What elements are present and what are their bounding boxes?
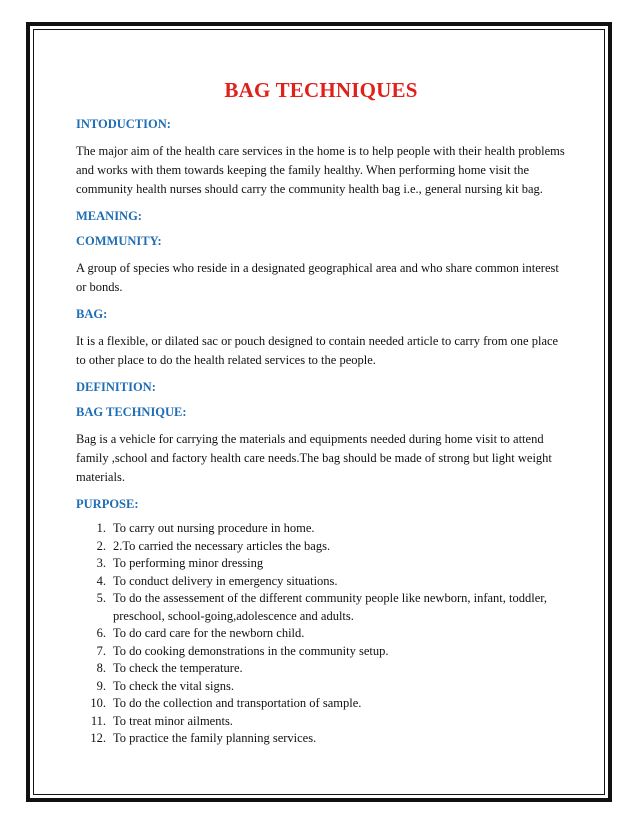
introduction-text: The major aim of the health care services in the home is to help people with their health problems and works with them towards keeping the family healthy. When performing home visit the community health nurses should carry the community health bag i.e., general nursing kit bag.	[76, 144, 565, 196]
list-item-number: 5.	[96, 591, 106, 605]
list-item-number: 4.	[96, 573, 106, 588]
list-item-text: To performing minor dressing	[113, 556, 264, 570]
list-item	[76, 573, 566, 591]
list-item-number: 1.	[96, 521, 106, 535]
list-item	[76, 590, 566, 625]
list-item	[76, 730, 566, 748]
list-item-text: To treat minor ailments.	[113, 713, 233, 728]
list-item-number: 7.	[96, 643, 106, 658]
list-item-text: To do the assessement of the different community people like newborn, infant, toddler, preschool, school-going,adolescence and adults.	[113, 591, 548, 623]
list-item-text: To do card care for the newborn child.	[113, 626, 305, 640]
list-item-text: To check the temperature.	[113, 661, 243, 675]
bag-text: It is a flexible, or dilated sac or pouch designed to contain needed article to carry from one place to other place to do the health related services to the people.	[76, 334, 559, 367]
list-item-number: 12.	[90, 731, 106, 745]
purpose-heading: PURPOSE:	[76, 497, 139, 511]
list-item-number: 11.	[90, 713, 106, 728]
list-item	[76, 538, 566, 556]
definition-heading: DEFINITION:	[76, 380, 156, 394]
purpose-list	[76, 520, 566, 748]
list-item	[76, 555, 566, 573]
bag-technique-text: Bag is a vehicle for carrying the materials and equipments needed during home visit to attend family ,school and factory health care needs.The bag should be made of strong but light weight materials.	[76, 432, 552, 484]
document-content	[76, 78, 566, 748]
list-item-text: To do the collection and transportation of sample.	[113, 696, 362, 710]
list-item	[76, 625, 566, 643]
list-item-text: To do cooking demonstrations in the community setup.	[113, 643, 389, 658]
list-item-text: To check the vital signs.	[113, 678, 234, 693]
bag-heading: BAG:	[76, 307, 108, 321]
list-item	[76, 678, 566, 696]
meaning-heading: MEANING:	[76, 209, 142, 223]
list-item-number: 8.	[96, 661, 106, 675]
document-title: BAG TECHNIQUES	[224, 78, 418, 102]
community-heading: COMMUNITY:	[76, 234, 162, 248]
community-text: A group of species who reside in a designated geographical area and who share common interest or bonds.	[76, 261, 559, 294]
list-item-number: 2.	[96, 538, 106, 553]
list-item-text: 2.To carried the necessary articles the bags.	[113, 538, 331, 553]
bag-technique-heading: BAG TECHNIQUE:	[76, 405, 187, 419]
list-item-text: To carry out nursing procedure in home.	[113, 521, 315, 535]
list-item-number: 10.	[90, 696, 106, 710]
list-item	[76, 713, 566, 731]
list-item-text: To practice the family planning services.	[113, 731, 317, 745]
list-item	[76, 643, 566, 661]
list-item-number: 6.	[96, 626, 106, 640]
list-item	[76, 695, 566, 713]
introduction-heading: INTODUCTION:	[76, 117, 171, 131]
list-item-text: To conduct delivery in emergency situations.	[113, 573, 338, 588]
list-item-number: 9.	[96, 678, 106, 693]
list-item	[76, 520, 566, 538]
list-item	[76, 660, 566, 678]
list-item-number: 3.	[96, 556, 106, 570]
